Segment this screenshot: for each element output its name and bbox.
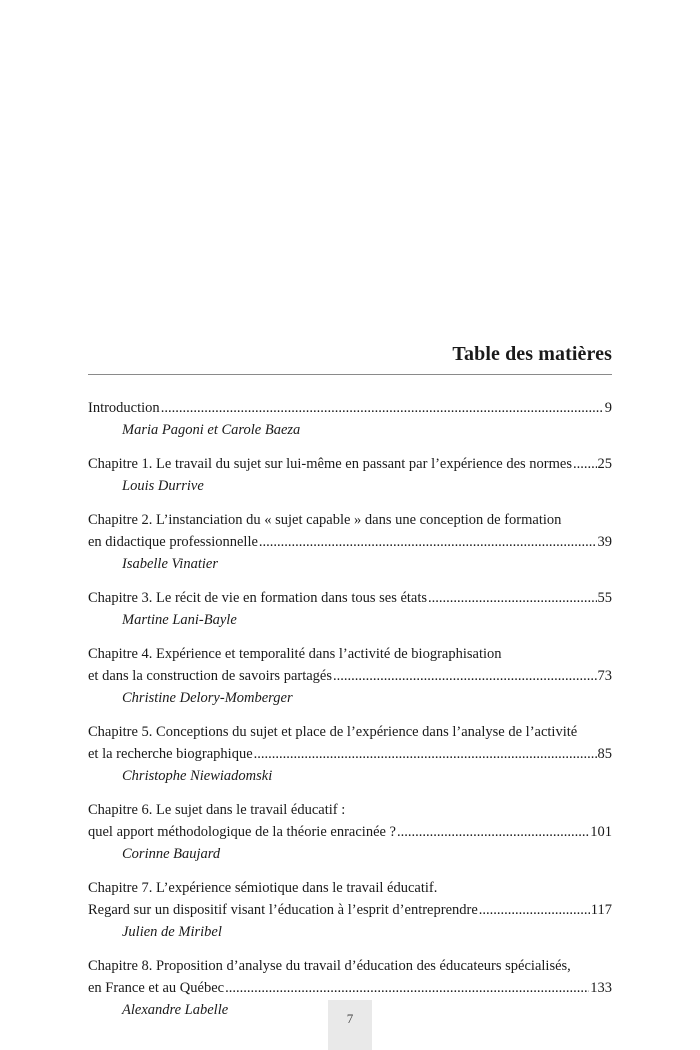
toc-entry-title: et dans la construction de savoirs partagés: [88, 668, 333, 684]
toc-entry: [88, 453, 612, 497]
toc-entry-page: 101: [590, 824, 612, 840]
toc-entry-title: en France et au Québec: [88, 980, 225, 996]
dot-leader: [333, 665, 596, 687]
toc-entry-title-line: Chapitre 4. Expérience et temporalité dans l’activité de biographisation: [88, 646, 502, 662]
toc-entry-leader-line: [88, 453, 612, 475]
dot-leader: [573, 453, 597, 475]
toc-entry: [88, 509, 612, 575]
toc-entry-author: Maria Pagoni et Carole Baeza: [122, 422, 301, 438]
toc-entry-page: 55: [597, 590, 612, 606]
dot-leader: [479, 899, 590, 921]
title-rule: [88, 374, 612, 375]
table-of-contents: [88, 397, 612, 1033]
toc-entry-author: Christine Delory-Momberger: [122, 690, 293, 706]
toc-entry: [88, 799, 612, 865]
dot-leader: [428, 587, 596, 609]
toc-entry-page: 85: [597, 746, 612, 762]
toc-entry-leader-line: [88, 397, 612, 419]
toc-entry-title: quel apport méthodologique de la théorie enracinée ?: [88, 824, 396, 840]
toc-entry-page: 117: [590, 902, 612, 918]
toc-entry-title-line: Chapitre 2. L’instanciation du « sujet capable » dans une conception de formation: [88, 512, 562, 528]
toc-entry-title-line: Chapitre 6. Le sujet dans le travail éducatif :: [88, 802, 346, 818]
dot-leader: [397, 821, 589, 843]
toc-entry-author: Corinne Baujard: [122, 846, 221, 862]
toc-entry-title: en didactique professionnelle: [88, 534, 258, 550]
toc-entry-title: Chapitre 3. Le récit de vie en formation dans tous ses états: [88, 590, 428, 606]
toc-entry-page: 133: [590, 980, 612, 996]
toc-entry-title-line: Chapitre 8. Proposition d’analyse du travail d’éducation des éducateurs spécialisés,: [88, 958, 571, 974]
dot-leader: [225, 977, 589, 999]
toc-entry-leader-line: [88, 531, 612, 553]
toc-entry-author: Martine Lani-Bayle: [122, 612, 237, 628]
dot-leader: [254, 743, 597, 765]
dot-leader: [259, 531, 597, 553]
page-number: 7: [328, 1000, 372, 1050]
toc-entry-leader-line: [88, 743, 612, 765]
toc-entry-title: Introduction: [88, 400, 160, 416]
toc-entry-title: Regard sur un dispositif visant l’éducation à l’esprit d’entreprendre: [88, 902, 478, 918]
toc-entry: [88, 643, 612, 709]
toc-entry: [88, 877, 612, 943]
toc-entry-author: Alexandre Labelle: [122, 1002, 229, 1018]
toc-entry-leader-line: [88, 899, 612, 921]
toc-entry-author: Isabelle Vinatier: [122, 556, 218, 572]
toc-entry: [88, 397, 612, 441]
toc-entry-title: et la recherche biographique: [88, 746, 253, 762]
page-title: Table des matières: [452, 343, 612, 365]
toc-entry: [88, 587, 612, 631]
toc-entry-author: Christophe Niewiadomski: [122, 768, 273, 784]
toc-entry-title: Chapitre 1. Le travail du sujet sur lui-même en passant par l’expérience des normes: [88, 456, 572, 472]
toc-entry-title-line: Chapitre 7. L’expérience sémiotique dans le travail éducatif.: [88, 880, 438, 896]
toc-entry-leader-line: [88, 821, 612, 843]
toc-entry-leader-line: [88, 977, 612, 999]
toc-entry-page: 73: [597, 668, 612, 684]
toc-entry-page: 39: [597, 534, 612, 550]
toc-entry-leader-line: [88, 587, 612, 609]
toc-entry-page: 25: [597, 456, 612, 472]
dot-leader: [161, 397, 604, 419]
toc-entry: [88, 721, 612, 787]
toc-entry-leader-line: [88, 665, 612, 687]
toc-entry-title-line: Chapitre 5. Conceptions du sujet et place de l’expérience dans l’analyse de l’activité: [88, 724, 578, 740]
toc-entry-author: Julien de Miribel: [122, 924, 222, 940]
toc-entry-page: 9: [604, 400, 612, 416]
toc-entry-author: Louis Durrive: [122, 478, 204, 494]
